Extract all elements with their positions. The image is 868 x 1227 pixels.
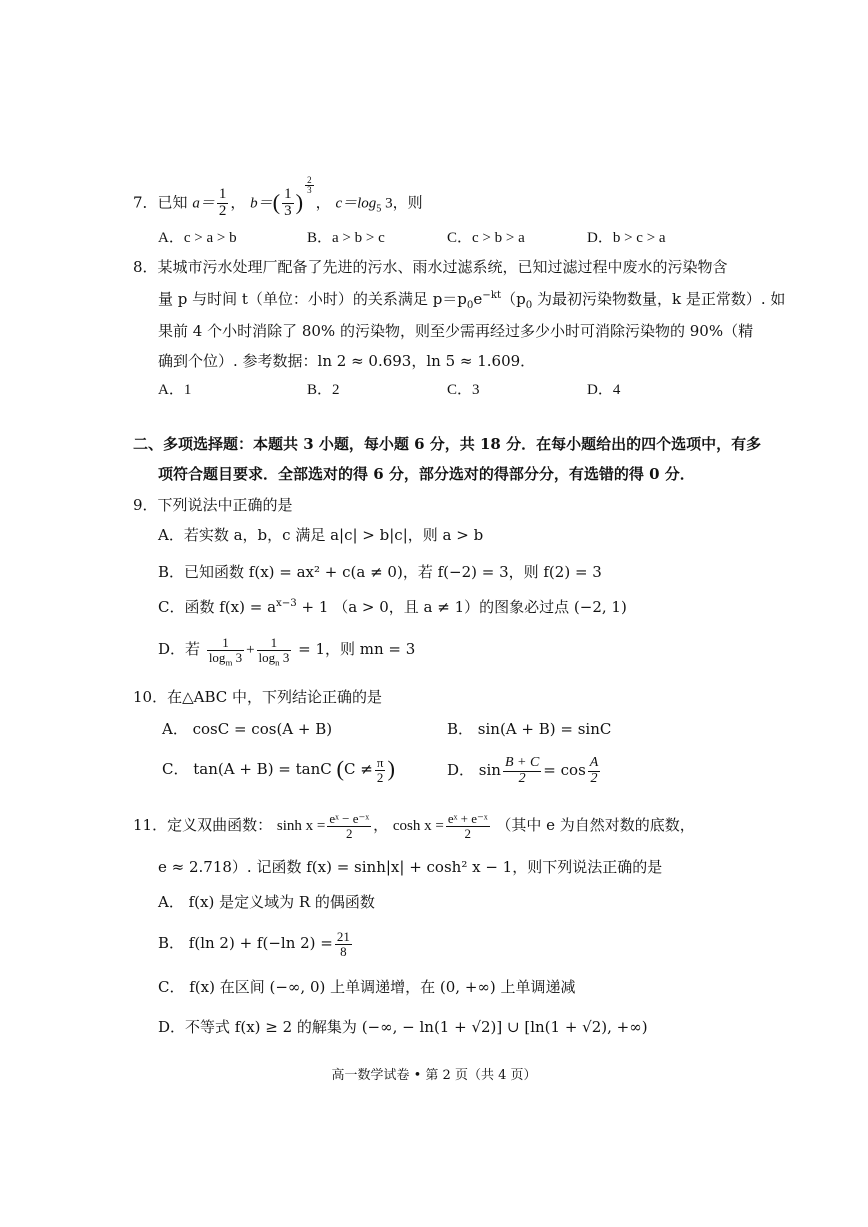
q9-d-b: = 1，则 mn = 3	[298, 640, 416, 659]
q7-a-frac	[217, 187, 229, 220]
q11-cosh-den: 2	[464, 825, 471, 841]
q7-option-b: B．a > b > c	[307, 230, 385, 246]
q8-line2-c: 为最初污染物数量，k 是正常数）. 如	[532, 290, 786, 308]
q10-d-den1: 2	[518, 770, 526, 786]
q10-c-frac	[375, 756, 386, 784]
q7-comma1: ，	[230, 193, 246, 212]
q10-c-num: π	[376, 755, 384, 770]
section2-heading-line2: 项符合题目要求．全部选对的得 6 分，部分选对的得部分分，有选错的得 0 分．	[158, 465, 695, 483]
q11-option-b	[158, 930, 354, 958]
q7-b-exp-num: 2	[307, 175, 312, 185]
q7-label: 7．已知	[133, 193, 188, 212]
q9-d-den2-tail: 3	[279, 649, 290, 665]
q7-c-expr: c＝log	[335, 195, 377, 212]
q10-c-paren: C ≠	[344, 760, 373, 779]
q10-option-d	[447, 756, 602, 786]
q9-d-frac2	[257, 635, 292, 668]
q10-d-frac2	[588, 756, 601, 786]
q8-line2-a: 量 p 与时间 t（单位：小时）的关系满足 p＝p	[158, 290, 467, 308]
q9-d-frac1	[207, 635, 244, 668]
q10-d-frac1	[503, 756, 541, 786]
q8-line2-sup: −kt	[482, 290, 502, 301]
q7-b-frac	[282, 187, 294, 220]
q8-line2-e: e	[473, 290, 483, 308]
q10-d-den2: 2	[590, 770, 598, 786]
q9-d-den1: log	[208, 649, 226, 665]
q8-line2-b: （p	[501, 290, 526, 308]
q11-cosh-frac	[446, 812, 490, 840]
q9-d-num2: 1	[257, 636, 292, 651]
q11-line2: e ≈ 2.718）. 记函数 f(x) = sinh|x| + cosh² x − 1，则下列说法正确的是	[158, 858, 663, 876]
q10-c-den: 2	[376, 769, 384, 785]
q9-d-den1-sub: m	[225, 657, 233, 668]
q7-b-den: 3	[284, 202, 292, 219]
q8-option-d: D．4	[587, 382, 621, 398]
q7-b-lhs: b＝	[250, 195, 273, 212]
q7-a-lhs: a＝	[192, 195, 215, 212]
section2-heading-line1: 二、多项选择题：本题共 3 小题，每小题 6 分，共 18 分．在每小题给出的四个选项中，有多	[133, 435, 762, 453]
q7-comma2: ，	[315, 193, 331, 212]
q8-line4: 确到个位）. 参考数据：ln 2 ≈ 0.693，ln 5 ≈ 1.609．	[158, 352, 536, 370]
q8-line2-sub1: 0	[525, 300, 533, 311]
q7-a-den: 2	[218, 202, 227, 219]
page-footer: 高一数学试卷 • 第 2 页（共 4 页）	[331, 1068, 537, 1083]
q7-b-exp-den: 3	[307, 185, 312, 196]
q10-d-eq: = cos	[543, 761, 586, 780]
q8-line2-sub0: 0	[466, 300, 474, 311]
q8-line1: 8．某城市污水处理厂配备了先进的污水、雨水过滤系统，已知过滤过程中废水的污染物含	[133, 258, 728, 276]
q10-d-num2: A	[589, 755, 599, 770]
q11-cosh-lhs: cosh x =	[392, 818, 444, 835]
q11-line1-b: （其中 e 为自然对数的底数，	[496, 816, 695, 835]
q9-c-b: + 1 （a > 0，且 a ≠ 1）的图象必过点 (−2, 1)	[296, 598, 627, 616]
q11-line1-a: 11．定义双曲函数：	[133, 816, 273, 835]
q7-c-sub: 5	[376, 203, 382, 215]
q8-option-a: A．1	[158, 382, 192, 398]
q11-sinh-lhs: sinh x =	[276, 818, 326, 835]
q9-option-a: A．若实数 a，b，c 满足 a|c| > b|c|，则 a > b	[158, 526, 484, 544]
q8-option-b: B．2	[307, 382, 340, 398]
q11-b-num: 21	[336, 929, 350, 944]
q9-d-plus: +	[246, 642, 255, 659]
q7-b-num: 1	[284, 186, 292, 203]
q11-sinh-num: eˣ − e⁻ˣ	[329, 811, 370, 826]
q7-option-d: D．b > c > a	[587, 230, 666, 246]
q10-d-a: D． sin	[447, 761, 501, 780]
q7-a-num: 1	[218, 186, 227, 203]
q8-option-c: C．3	[447, 382, 480, 398]
q9-option-c	[158, 598, 627, 618]
q11-option-a: A． f(x) 是定义域为 R 的偶函数	[158, 893, 375, 911]
q9-d-den2-sub: n	[275, 657, 280, 668]
q9-option-b: B．已知函数 f(x) = ax² + c(a ≠ 0)，若 f(−2) = 3，则 f(2) = 3	[158, 563, 602, 581]
q9-option-d	[158, 635, 416, 668]
q11-b-frac	[335, 930, 352, 958]
q10-option-b: B． sin(A + B) = sinC	[447, 720, 612, 738]
q11-option-c: C． f(x) 在区间 (−∞, 0) 上单调递增，在 (0, +∞) 上单调递减	[158, 978, 576, 996]
q7-b-exp	[305, 176, 314, 196]
q7-option-c: C．c > b > a	[447, 230, 525, 246]
q9-d-a: D．若	[158, 640, 201, 659]
q11-b-den: 8	[340, 943, 347, 959]
q9-d-den1-tail: 3	[232, 649, 243, 665]
q7-c-tail: 3	[381, 195, 393, 212]
q7-stem: 7．已知 a＝ $\frac{1}{2}$ ， b＝( $\frac{1}{3}$ ) $\frac{2}{3}$ ， $c=\log_5$ 3，则	[133, 175, 423, 219]
q9-d-den2: log	[258, 649, 276, 665]
q10-option-c: C． tan(A + B) = tanC (C ≠ $\frac{\pi}{2}$ )	[162, 755, 395, 785]
q9-d-num1: 1	[207, 636, 244, 651]
q11-b-a: B． f(ln 2) + f(−ln 2) =	[158, 934, 333, 953]
q11-sinh-frac	[327, 812, 371, 840]
q8-line2	[158, 290, 785, 310]
q9-stem: 9．下列说法中正确的是	[133, 496, 293, 514]
q11-line1	[133, 812, 695, 840]
q10-stem: 10．在△ABC 中，下列结论正确的是	[133, 688, 383, 706]
q11-cosh-num: eˣ + e⁻ˣ	[447, 811, 488, 826]
q9-c-a: C．函数 f(x) = a	[158, 598, 277, 616]
q9-c-sup: x−3	[276, 598, 297, 609]
q10-option-a: A． cosC = cos(A + B)	[162, 720, 333, 738]
q10-c-a: C． tan(A + B) = tanC	[162, 760, 332, 779]
q11-option-d: D．不等式 f(x) ≥ 2 的解集为 (−∞, − ln(1 + √2)] ∪ [ln(1 + √2), +∞)	[158, 1018, 648, 1036]
q10-d-num1: B + C	[504, 755, 540, 770]
q8-line3: 果前 4 个小时消除了 80% 的污染物，则至少需再经过多少小时可消除污染物的 90%（精	[158, 322, 754, 340]
q11-sinh-den: 2	[345, 825, 353, 841]
q7-end: ，则	[392, 193, 423, 212]
q7-option-a: A．c > a > b	[158, 230, 237, 246]
q11-comma: ，	[373, 816, 389, 835]
